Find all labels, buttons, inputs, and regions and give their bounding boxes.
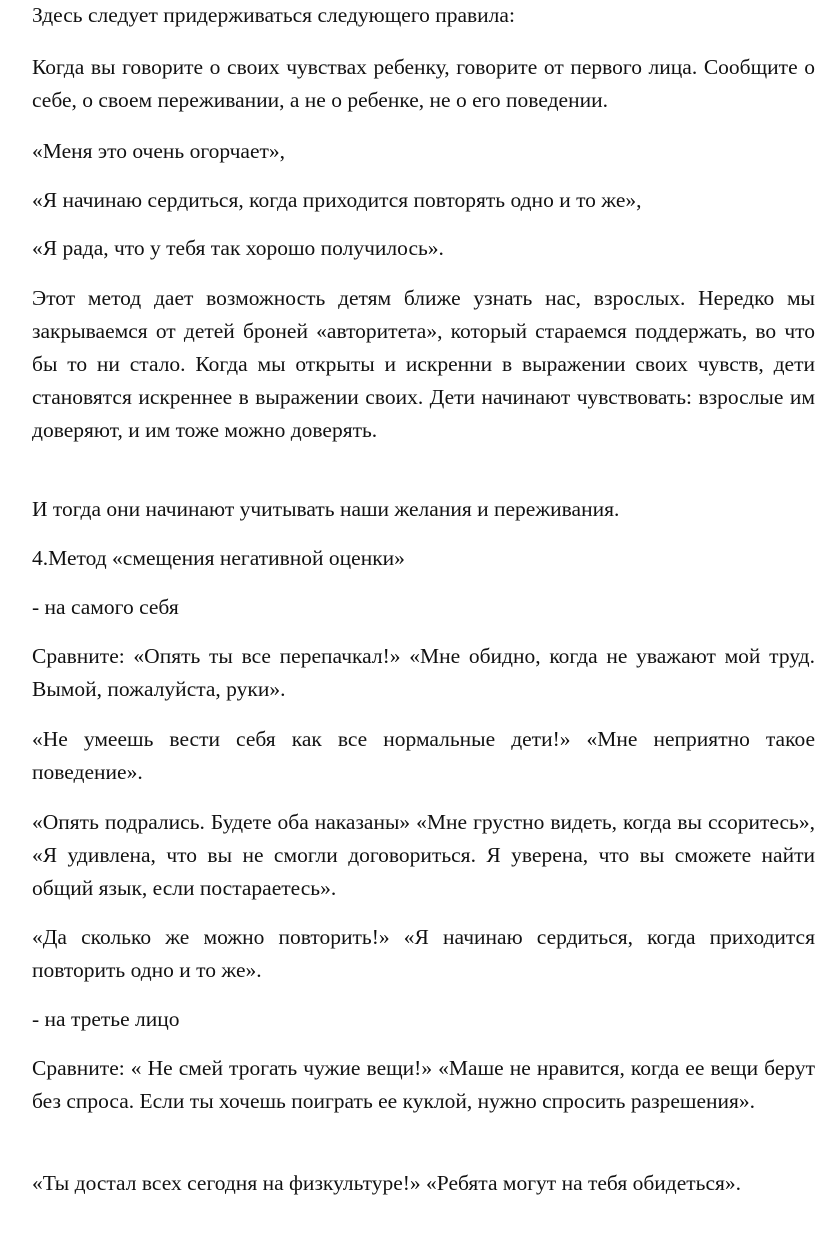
paragraph-then-they: И тогда они начинают учитывать наши желания и переживания. — [32, 497, 620, 521]
paragraph-compare-repeat: «Да сколько же можно повторить!» «Я начинаю сердиться, когда приходится повторить одно и то же». — [32, 925, 815, 982]
paragraph-example-upset: «Меня это очень огорчает», — [32, 139, 286, 163]
paragraph-compare-things: Сравните: « Не смей трогать чужие вещи!» «Маше не нравится, когда ее вещи берут без спроса. Если ты хочешь поиграть ее куклой, нужно спросить разрешения». — [32, 1056, 815, 1113]
paragraph-method-benefit: Этот метод дает возможность детям ближе узнать нас, взрослых. Нередко мы закрываемся от детей броней «авторитета», который стараемся поддержать, во что бы то ни стало. Когда мы открыты и искренни в выражении своих чувств, дети становятся искреннее в выражении своих. Дети начинают чувствовать: взрослые им доверяют, и им тоже можно доверять. — [32, 286, 815, 442]
paragraph-compare-pe: «Ты достал всех сегодня на физкультуре!» «Ребята могут на тебя обидеться». — [32, 1171, 742, 1195]
paragraph-method-4-heading: 4.Метод «смещения негативной оценки» — [32, 546, 405, 570]
paragraph-rule-intro: Здесь следует придерживаться следующего правила: — [32, 3, 515, 27]
paragraph-example-glad: «Я рада, что у тебя так хорошо получилось». — [32, 236, 444, 260]
paragraph-third-person: - на третье лицо — [32, 1007, 180, 1031]
paragraph-compare-dirty: Сравните: «Опять ты все перепачкал!» «Мне обидно, когда не уважают мой труд. Вымой, пожалуйста, руки». — [32, 644, 815, 701]
paragraph-on-oneself: - на самого себя — [32, 595, 179, 619]
paragraph-example-angry: «Я начинаю сердиться, когда приходится повторять одно и то же», — [32, 188, 642, 212]
paragraph-compare-fight: «Опять подрались. Будете оба наказаны» «Мне грустно видеть, когда вы ссоритесь», «Я удивлена, что вы не смогли договориться. Я уверена, что вы сможете найти общий язык, если постараетесь». — [32, 810, 815, 900]
paragraph-first-person: Когда вы говорите о своих чувствах ребенку, говорите от первого лица. Сообщите о себе, о своем переживании, а не о ребенке, не о его поведении. — [32, 55, 815, 112]
paragraph-compare-behave: «Не умеешь вести себя как все нормальные дети!» «Мне неприятно такое поведение». — [32, 727, 815, 784]
